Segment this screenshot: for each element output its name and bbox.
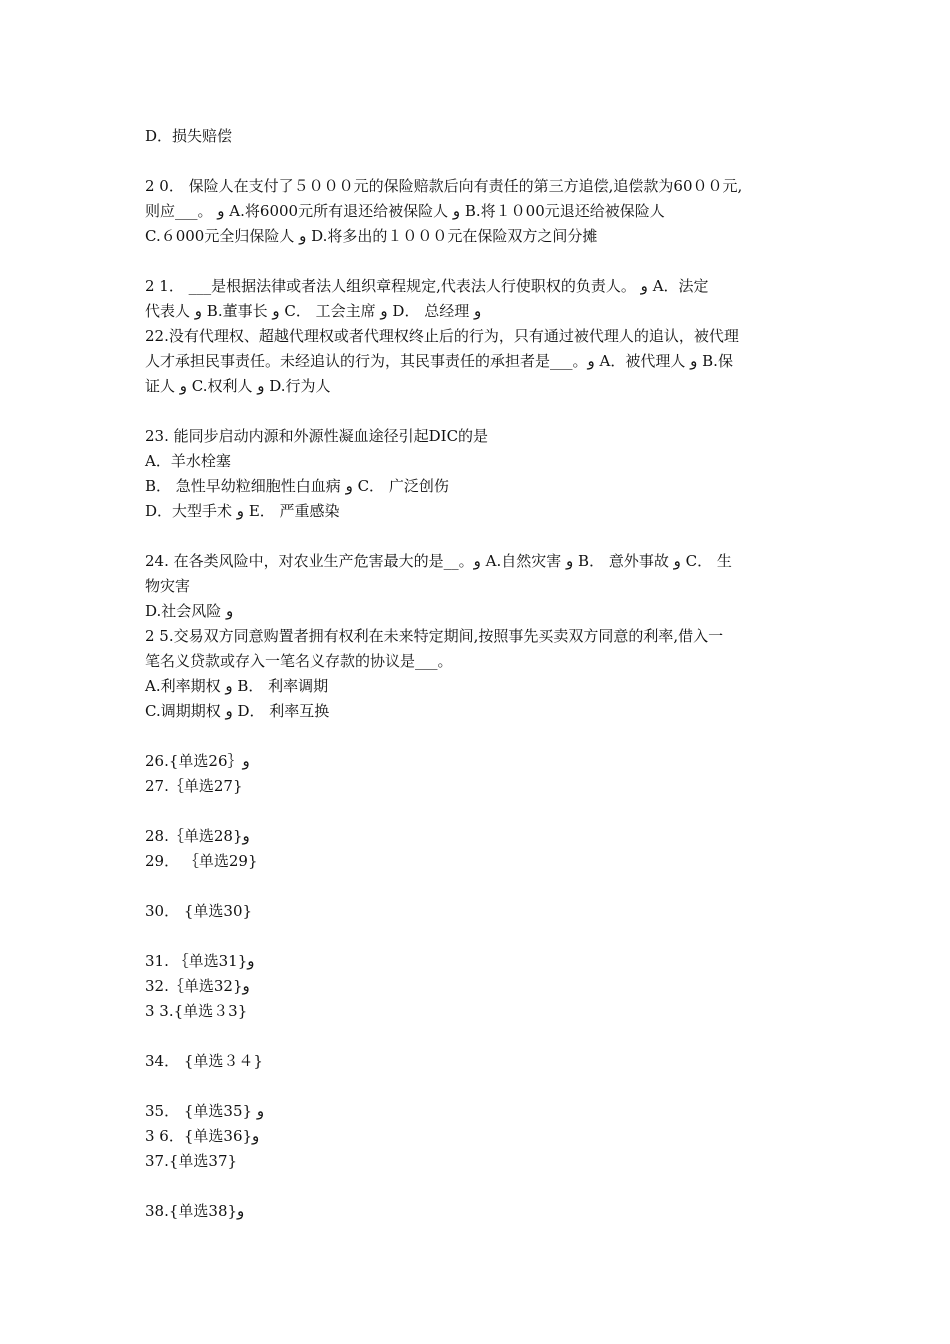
text-line: 2 1． ___是根据法律或者法人组织章程规定,代表法人行使职权的负责人。 و A．法定 [145, 277, 709, 295]
text-line: 3 3.{单选３3} [145, 1002, 248, 1020]
blank-line [145, 399, 810, 424]
text-line: C.６000元全归保险人 و D.将多出的１０００元在保险双方之间分摊 [145, 227, 598, 245]
text-line: 30． {单选30} [145, 902, 253, 920]
text-line: 2 5.交易双方同意购置者拥有权利在未来特定期间,按照事先买卖双方同意的利率,借入一 [145, 627, 724, 645]
text-line: D．大型手术 و E． 严重感染 [145, 502, 340, 520]
document-page [145, 124, 810, 1224]
text-line: 2 0． 保险人在支付了５０００元的保险赔款后向有责任的第三方追偿,追偿款为60００元, [145, 177, 743, 195]
text-line: 27.｛单选27} [145, 777, 243, 795]
blank-line [145, 249, 810, 274]
blank-line [145, 924, 810, 949]
blank-line [145, 724, 810, 749]
text-line: 物灾害 [145, 577, 191, 595]
text-line: 35． {单选35} و [145, 1102, 265, 1120]
text-line: 3 6．{单选36}و [145, 1127, 260, 1145]
text-line: A.利率期权 و B． 利率调期 [145, 677, 329, 695]
text-line: 26.{单选26｝و [145, 752, 250, 770]
blank-line [145, 1174, 810, 1199]
text-line: 代表人 و B.董事长 و C． 工会主席 و D． 总经理 و [145, 302, 482, 320]
blank-line [145, 524, 810, 549]
text-line: D．损失赔偿 [145, 127, 233, 145]
text-line: 28.｛单选28}و [145, 827, 250, 845]
text-line: 31. ｛单选31}و [145, 952, 255, 970]
text-line: 38.{单选38}و [145, 1202, 245, 1220]
text-line: 人才承担民事责任。未经追认的行为，其民事责任的承担者是___。و A．被代理人 و B.保 [145, 352, 733, 370]
blank-line [145, 1024, 810, 1049]
text-line: 24. 在各类风险中，对农业生产危害最大的是__。و A.自然灾害 و B． 意外事故 و C． 生 [145, 552, 732, 570]
blank-line [145, 149, 810, 174]
blank-line [145, 799, 810, 824]
text-line: 则应___。 و A.将6000元所有退还给被保险人 و B.将１０00元退还给被保险人 [145, 202, 665, 220]
text-line: 笔名义贷款或存入一笔名义存款的协议是___。 [145, 652, 453, 670]
text-line: 22.没有代理权、超越代理权或者代理权终止后的行为，只有通过被代理人的追认，被代理 [145, 327, 739, 345]
text-line: A．羊水栓塞 [145, 452, 231, 470]
text-line: 37.{单选37} [145, 1152, 238, 1170]
text-line: D.社会风险 و [145, 602, 234, 620]
text-line: 32.｛单选32}و [145, 977, 250, 995]
text-line: C.调期期权 و D． 利率互换 [145, 702, 330, 720]
text-line: 29． ｛单选29} [145, 852, 258, 870]
text-line: 证人 و C.权利人 و D.行为人 [145, 377, 331, 395]
text-line: B． 急性早幼粒细胞性白血病 و C． 广泛创伤 [145, 477, 449, 495]
text-line: 34． {单选３４} [145, 1052, 263, 1070]
blank-line [145, 1074, 810, 1099]
blank-line [145, 874, 810, 899]
text-line: 23. 能同步启动内源和外源性凝血途径引起DIC的是 [145, 427, 489, 445]
